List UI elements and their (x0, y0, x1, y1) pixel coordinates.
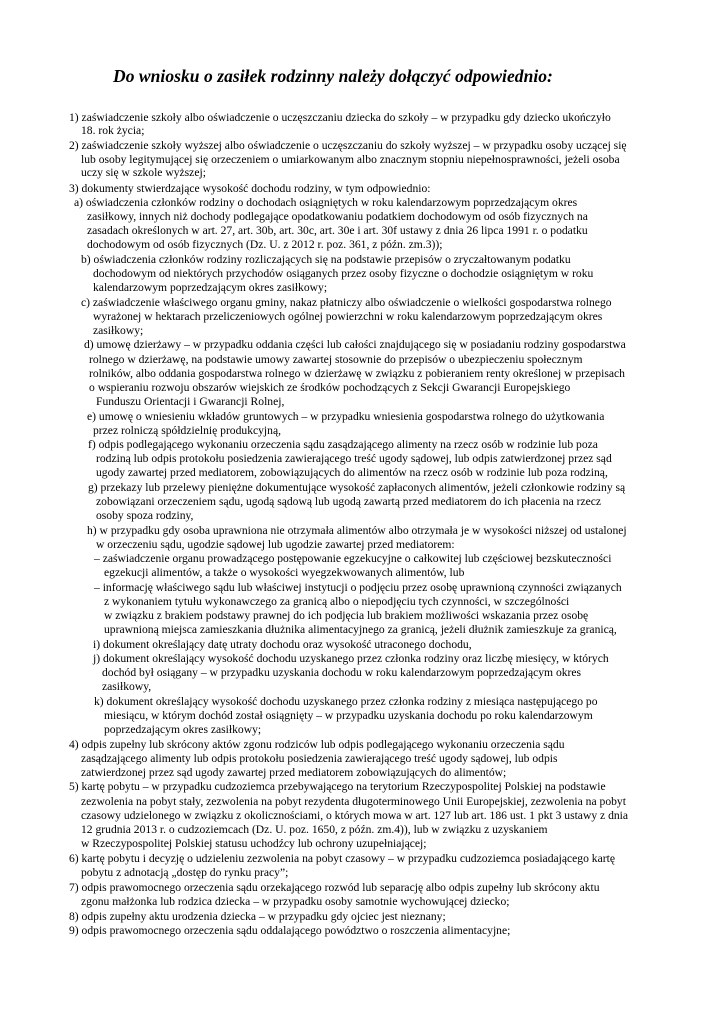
text-line: zasiłkowy, (102, 680, 152, 693)
text-line: o wspieraniu rozwoju obszarów wiejskich ze środków pochodzących z Sekcji Gwarancji Europejskiego (89, 381, 571, 394)
text-line: dochodowym od niektórych przychodów osiąganych przez osoby fizyczne o dochodzie osiągniętym w roku (93, 267, 594, 280)
text-line: a) oświadczenia członków rodziny o dochodach osiągniętych w roku kalendarzowym poprzedzającym okres (74, 196, 578, 209)
text-line: zgonu małżonka lub rodzica dziecka – w przypadku osoby samotnie wychowującej dziecko; (81, 895, 510, 908)
text-line: j) dokument określający wysokość dochodu uzyskanego przez członka rodziny oraz liczbę miesięcy, w których (93, 652, 609, 665)
text-line: lub osoby legitymującej się orzeczeniem o umiarkowanym albo znacznym stopniu niepełnosprawności, jeżeli osoba (81, 153, 620, 166)
text-line: d) umowę dzierżawy – w przypadku oddania części lub całości znajdującego się w posiadaniu rodziny gospodarstwa (84, 338, 626, 351)
text-line: zasiłkowy, innych niż dochody podlegające opodatkowaniu podatkiem dochodowym od osób fizycznych na (87, 210, 588, 223)
text-line: f) odpis podlegającego wykonaniu orzeczenia sądu zasądzającego alimenty na rzecz osób w rodzinie lub poza (88, 438, 598, 451)
text-line: c) zaświadczenie właściwego organu gminy, nakaz płatniczy albo oświadczenie o wielkości gospodarstwa rolnego (81, 296, 612, 309)
text-line: rolnego w dzierżawę, na podstawie umowy zawartej stosownie do przepisów o ubezpieczeniu społecznym (89, 353, 583, 366)
text-line: – informację właściwego sądu lub właściwej instytucji o podjęciu przez osobę uprawnioną czynności związanych (94, 581, 622, 594)
text-line: g) przekazy lub przelewy pieniężne dokumentujące wysokość zapłaconych alimentów, jeżeli członkowie rodziny są (88, 481, 626, 494)
text-line: zatwierdzonej przez sąd ugody zawartej przed mediatorem zobowiązujących do alimentów; (81, 766, 507, 779)
text-line: h) w przypadku gdy osoba uprawniona nie otrzymała alimentów albo otrzymała je w wysokości niższej od ustalonej (87, 524, 627, 537)
text-line: 1) zaświadczenie szkoły albo oświadczenie o uczęszczaniu dziecka do szkoły – w przypadku gdy dziecko ukończyło (69, 111, 611, 124)
text-line: kalendarzowym poprzedzającym okres zasiłkowy; (93, 281, 328, 294)
text-line: zasiłkowy; (93, 324, 144, 337)
text-line: uprawnioną miejsca zamieszkania dłużnika alimentacyjnego za granicą, jeżeli dłużnik zamieszkuje za granicą, (104, 623, 617, 636)
text-line: poprzedzającym okres zasiłkowy; (104, 723, 262, 736)
text-line: 6) kartę pobytu i decyzję o udzieleniu zezwolenia na pobyt czasowy – w przypadku cudzoziemca posiadającego kartę (69, 852, 615, 865)
text-line: rolników, albo oddania gospodarstwa rolnego w dzierżawę w związku z pobieraniem renty określonej w przepisach (89, 367, 625, 380)
text-line: zobowiązani orzeczeniem sądu, ugodą sądową lub ugodą zawartą przed mediatorem do ich płacenia na rzecz (96, 495, 602, 508)
text-line: dochód był osiągany – w przypadku uzyskania dochodu w roku kalendarzowym poprzedzającym okres (102, 666, 582, 679)
text-line: b) oświadczenia członków rodziny rozliczających się na podstawie przepisów o zryczałtowanym podatku (81, 253, 571, 266)
text-line: rodziną lub odpis protokołu posiedzenia zawierającego treść ugody sądowej, lub odpis zatwierdzonej przez sąd (96, 452, 612, 465)
text-line: 2) zaświadczenie szkoły wyższej albo oświadczenie o uczęszczaniu do szkoły wyższej – w przypadku osoby uczącej się (69, 139, 627, 152)
text-line: e) umowę o wniesieniu wkładów gruntowych – w przypadku wniesienia gospodarstwa rolnego do użytkowania (87, 410, 605, 423)
text-line: pobytu z adnotacją „dostęp do rynku pracy”; (81, 866, 289, 879)
text-line: 7) odpis prawomocnego orzeczenia sądu orzekającego rozwód lub separację albo odpis zupełny lub skrócony aktu (69, 881, 600, 894)
text-line: wyrażonej w hektarach przeliczeniowych ogólnej powierzchni w roku kalendarzowym poprzedzającym okres (93, 310, 603, 323)
text-line: egzekucji alimentów, a także o wysokości wyegzekwowanych alimentów, lub (104, 566, 465, 579)
text-line: osoby spoza rodziny, (96, 509, 194, 522)
text-line: 8) odpis zupełny aktu urodzenia dziecka – w przypadku gdy ojciec jest nieznany; (69, 910, 446, 923)
text-line: – zaświadczenie organu prowadzącego postępowanie egzekucyjne o całkowitej lub częściowej bezskuteczności (94, 552, 612, 565)
text-line: i) dokument określający datę utraty dochodu oraz wysokość utraconego dochodu, (93, 638, 472, 651)
text-line: z wykonaniem tytułu wykonawczego za granicą albo o niepodjęciu tych czynności, w szczególności (104, 595, 570, 608)
text-line: Funduszu Orientacji i Gwarancji Rolnej, (96, 395, 285, 408)
text-line: uczy się w szkole wyższej; (81, 166, 206, 179)
text-line: zasadach określonych w art. 27, art. 30b, art. 30c, art. 30e i art. 30f ustawy z dnia 26 lipca 1991 r. o podatku (87, 224, 588, 237)
text-line: 12 grudnia 2013 r. o cudzoziemcach (Dz. U. poz. 1650, z późn. zm.4)), lub w związku z uzyskaniem (81, 823, 548, 836)
text-line: przez rolniczą spółdzielnię produkcyjną, (93, 424, 281, 437)
text-line: zezwolenia na pobyt stały, zezwolenia na pobyt rezydenta długoterminowego Unii Europejskiej, zezwolenia na pobyt (81, 795, 626, 808)
text-line: w orzeczeniu sądu, ugodzie sądowej lub ugodzie zawartej przed mediatorem: (96, 538, 455, 551)
text-line: 4) odpis zupełny lub skrócony aktów zgonu rodziców lub odpis podlegającego wykonaniu orzeczenia sądu (69, 738, 565, 751)
text-line: 9) odpis prawomocnego orzeczenia sądu oddalającego powództwo o roszczenia alimentacyjne; (69, 924, 511, 937)
text-line: 3) dokumenty stwierdzające wysokość dochodu rodziny, w tym odpowiednio: (69, 182, 431, 195)
text-line: w Rzeczypospolitej Polskiej statusu uchodźcy lub ochrony uzupełniającej; (81, 837, 427, 850)
text-line: czasowy udzielonego w związku z okolicznościami, o których mowa w art. 127 lub art. 186 ust. 1 pkt 3 ustawy z dnia (81, 809, 629, 822)
text-line: ugody zawartej przed mediatorem, zobowiązujących do alimentów na rzecz osób w rodzinie lub poza rodziną, (96, 466, 608, 479)
document-title: Do wniosku o zasiłek rodzinny należy dołączyć odpowiednio: (113, 66, 553, 86)
text-line: miesiącu, w którym dochód został osiągnięty – w przypadku uzyskania dochodu po roku kalendarzowym (104, 709, 593, 722)
text-line: w związku z brakiem podstawy prawnej do ich podjęcia lub brakiem możliwości wskazania przez osobę (104, 609, 589, 622)
text-line: dochodowym od osób fizycznych (Dz. U. z 2012 r. poz. 361, z późn. zm.3)); (87, 238, 443, 251)
text-line: 18. rok życia; (81, 124, 145, 137)
text-line: k) dokument określający wysokość dochodu uzyskanego przez członka rodziny z miesiąca następującego po (94, 695, 598, 708)
text-line: zasądzającego alimenty lub odpis protokołu posiedzenia zawierającego treść ugody sądowej, lub odpis (81, 752, 558, 765)
text-line: 5) kartę pobytu – w przypadku cudzoziemca przebywającego na terytorium Rzeczypospolitej Polskiej na podstawie (69, 780, 606, 793)
